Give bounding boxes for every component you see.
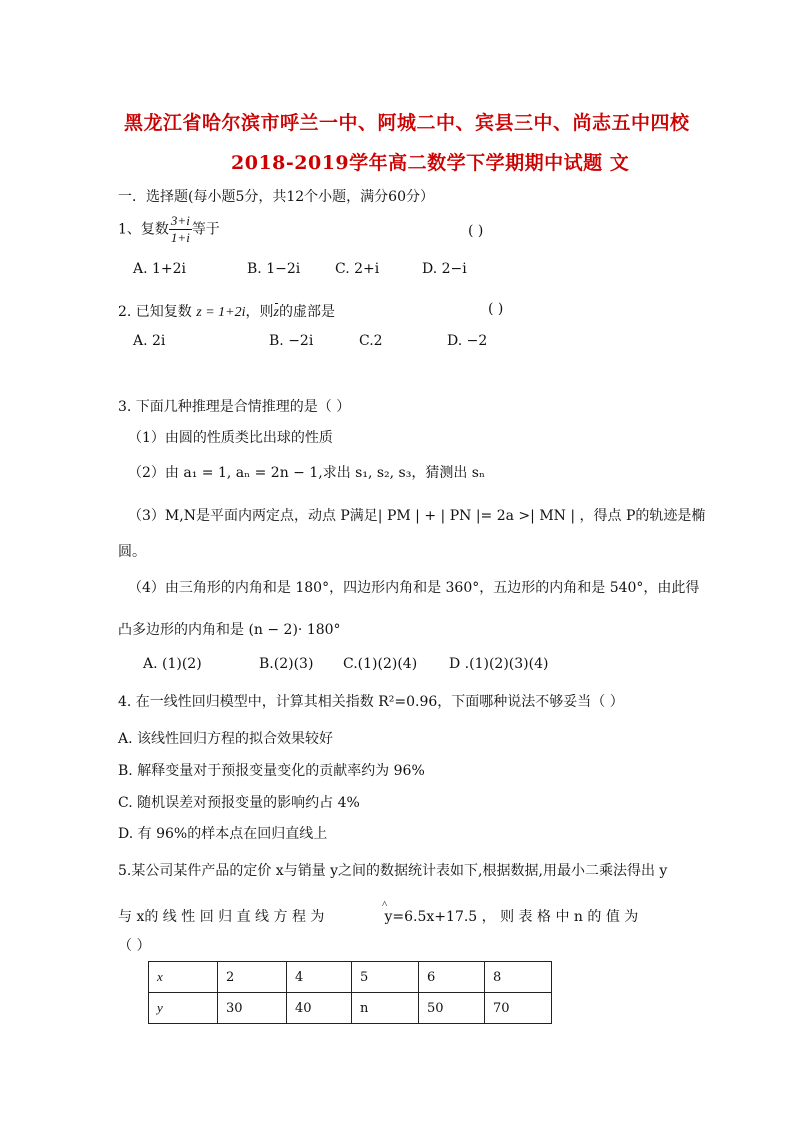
q3-item-1: （1）由圆的性质类比出球的性质 xyxy=(128,430,333,446)
table-cell: 70 xyxy=(485,993,552,1024)
q4-option-d: D. 有 96%的样本点在回归直线上 xyxy=(118,826,328,842)
q1-fraction xyxy=(169,213,192,246)
question-5-regression-equation xyxy=(381,906,638,926)
q3-item-4-continued: 凸多边形的内角和是 (n − 2)· 180° xyxy=(118,622,341,638)
question-1 xyxy=(118,213,220,246)
q2-option-a: A. 2i xyxy=(133,333,166,349)
q1-paren: ( ) xyxy=(468,223,484,239)
q1-denominator: 1+i xyxy=(170,230,190,245)
q1-option-c: C. 2+i xyxy=(335,261,380,277)
q3-option-c: C.(1)(2)(4) xyxy=(343,656,418,672)
question-3-stem: 3. 下面几种推理是合情推理的是（ ） xyxy=(118,399,351,415)
q3-option-d: D .(1)(2)(3)(4) xyxy=(449,656,549,672)
q3-option-b: B.(2)(3) xyxy=(259,656,314,672)
question-4-stem: 4. 在一线性回归模型中，计算其相关指数 R²=0.96，下面哪种说法不够妥当（ ） xyxy=(118,694,624,710)
table-cell: 5 xyxy=(352,962,419,993)
question-5-line-2-left: 与 x的 线 性 回 归 直 线 方 程 为 xyxy=(118,909,325,925)
table-cell: 6 xyxy=(419,962,485,993)
q1-option-a: A. 1+2i xyxy=(133,261,187,277)
q2-expression: z = 1+2i xyxy=(196,305,246,320)
q2-suffix: 的虚部是 xyxy=(278,304,335,320)
q2-option-b: B. −2i xyxy=(269,333,314,349)
q1-numerator: 3+i xyxy=(170,213,190,228)
q3-item-3-continued: 圆。 xyxy=(118,544,146,560)
q4-option-a: A. 该线性回归方程的拟合效果较好 xyxy=(118,731,334,747)
table-cell: x xyxy=(149,962,218,993)
question-2 xyxy=(118,301,335,321)
table-cell: n xyxy=(352,993,419,1024)
q3-item-2: （2）由 a₁ = 1, aₙ = 2n − 1,求出 s₁, s₂, s₃，猜测出 sₙ xyxy=(128,465,486,481)
q2-paren: ( ) xyxy=(488,301,504,317)
table-cell: 4 xyxy=(287,962,352,993)
q2-option-c: C.2 xyxy=(359,333,383,349)
table-row xyxy=(149,993,552,1024)
q3-item-3: （3）M,N是平面内两定点，动点 P满足| PM | + | PN |= 2a >| MN | ，得点 P的轨迹是椭 xyxy=(128,508,706,524)
table-cell: 40 xyxy=(287,993,352,1024)
q4-option-c: C. 随机误差对预报变量的影响约占 4% xyxy=(118,795,360,811)
q1-option-d: D. 2−i xyxy=(422,261,467,277)
q1-option-b: B. 1−2i xyxy=(247,261,301,277)
table-cell: 50 xyxy=(419,993,485,1024)
title-line-2: 2018-2019学年高二数学下学期期中试题 文 xyxy=(231,152,630,174)
data-table xyxy=(148,961,552,1024)
section-heading: 一．选择题(每小题5分，共12个小题，满分60分） xyxy=(118,189,434,205)
q5-paren: （ ） xyxy=(118,938,151,954)
table-cell: y xyxy=(149,993,218,1024)
q1-suffix: 等于 xyxy=(191,221,220,238)
title-line-1: 黑龙江省哈尔滨市呼兰一中、阿城二中、宾县三中、尚志五中四校 xyxy=(124,112,690,134)
question-5-line-1: 5.某公司某件产品的定价 x与销量 y之间的数据统计表如下,根据数据,用最小二乘法得出 y xyxy=(118,863,668,879)
q4-option-b: B. 解释变量对于预报变量变化的贡献率约为 96% xyxy=(118,763,425,779)
q2-mid: ，则 xyxy=(245,304,274,320)
table-cell: 8 xyxy=(485,962,552,993)
y-hat-symbol xyxy=(381,910,385,926)
table-row xyxy=(149,962,552,993)
q2-prefix: 2. 已知复数 xyxy=(118,304,192,320)
q5-equation-text: y=6.5x+17.5 ， 则 表 格 中 n 的 值 为 xyxy=(384,909,639,925)
q3-option-a: A. (1)(2) xyxy=(143,656,202,672)
q1-prefix: 1、复数 xyxy=(118,221,169,238)
q2-option-d: D. −2 xyxy=(447,333,488,349)
q3-item-4: （4）由三角形的内角和是 180°，四边形内角和是 360°，五边形的内角和是 540°，由此得 xyxy=(128,580,700,596)
table-cell: 30 xyxy=(218,993,287,1024)
table-cell: 2 xyxy=(218,962,287,993)
q2-z-conjugate: z xyxy=(273,305,279,320)
